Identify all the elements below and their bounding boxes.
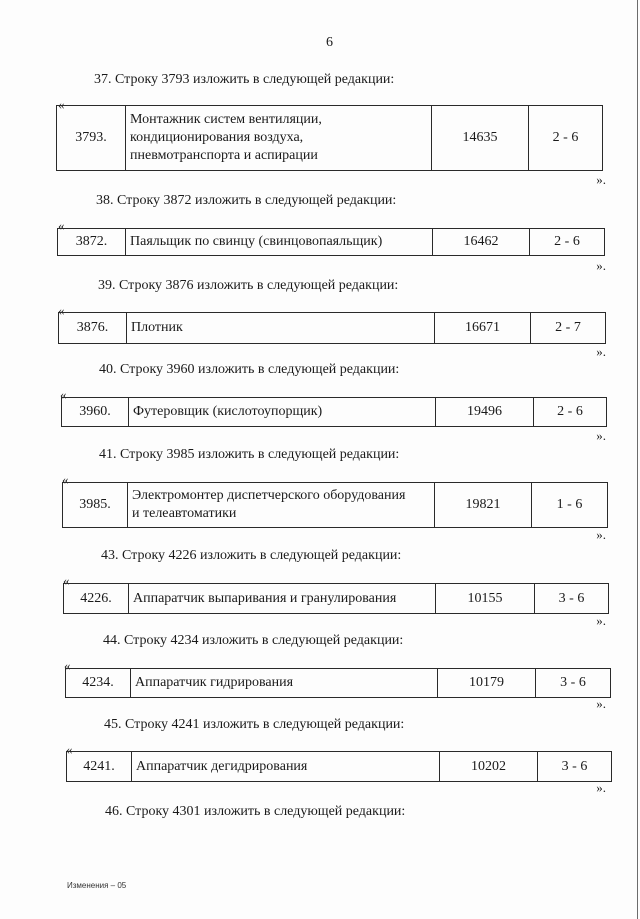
table-row [65,668,611,698]
row-code: 3960. [79,404,111,419]
amendment-heading: 39. Строку 3876 изложить в следующей редакции: [98,278,399,293]
table-row [57,228,605,256]
amendment-section [0,447,640,542]
row-range: 2 - 6 [533,398,606,426]
row-number: 16462 [432,229,529,255]
close-quote: ». [596,696,606,711]
row-range: 3 - 6 [537,752,611,781]
row-code: 4226. [80,590,112,606]
row-name [127,483,434,527]
open-quote: « [64,658,71,673]
row-code: 4241. [83,758,115,774]
row-range: 3 - 6 [535,669,610,697]
row-name: Плотник [126,313,434,343]
amendment-heading: 41. Строку 3985 изложить в следующей редакции: [99,447,400,462]
row-range: 2 - 6 [528,106,602,170]
row-name: Аппаратчик выпаривания и гранулирования [128,584,435,613]
row-range: 1 - 6 [531,483,607,527]
table-row [56,105,603,171]
row-range: 2 - 6 [529,229,604,255]
open-quote: « [58,303,65,318]
row-name-line: и телеавтоматики [132,506,237,521]
amendment-heading: 43. Строку 4226 изложить в следующей редакции: [101,548,402,563]
row-name: Аппаратчик гидрирования [130,669,437,697]
open-quote: « [58,218,65,233]
open-quote: « [60,387,67,402]
amendment-section [0,633,640,723]
close-quote: ». [596,527,606,542]
row-code: 4234. [82,675,114,690]
amendment-section [0,362,640,452]
amendment-section [0,193,640,283]
close-quote: ». [596,258,606,273]
amendment-heading: 38. Строку 3872 изложить в следующей редакции: [96,193,397,208]
row-name: Паяльщик по свинцу (свинцовопаяльщик) [125,229,432,255]
row-name: Футеровщик (кислотоупорщик) [128,398,435,426]
amendment-section [0,72,640,187]
table-row [61,397,607,427]
table-row [66,751,612,782]
row-code: 3793. [75,130,107,145]
amendment-heading: 45. Строку 4241 изложить в следующей редакции: [104,717,405,732]
row-number: 10202 [439,752,537,781]
close-quote: ». [596,428,606,443]
row-name: Аппаратчик дегидрирования [131,752,439,781]
close-quote: ». [596,613,606,628]
close-quote: ». [596,344,606,359]
amendment-section [0,804,640,828]
close-quote: ». [596,780,606,795]
row-number: 19821 [434,483,531,527]
row-number: 19496 [435,398,533,426]
amendment-heading: 44. Строку 4234 изложить в следующей редакции: [103,633,404,648]
footer-note: Изменения – 05 [67,881,127,890]
row-range: 2 - 7 [530,313,605,343]
row-name-line: кондиционирования воздуха, [130,130,304,145]
row-code: 3985. [79,497,111,512]
row-code: 3876. [76,320,109,335]
row-code: 3872. [75,234,108,249]
row-name-line: Монтажник систем вентиляции, [130,112,322,127]
amendment-heading: 37. Строку 3793 изложить в следующей редакции: [94,72,395,87]
open-quote: « [63,573,70,588]
close-quote: ». [596,172,606,187]
amendment-section [0,548,640,638]
row-range: 3 - 6 [534,584,608,613]
table-row [63,583,609,614]
row-number: 16671 [434,313,530,343]
row-number: 10155 [435,584,534,613]
open-quote: « [62,472,69,487]
table-row [62,482,608,528]
open-quote: « [66,742,73,757]
row-name-line: пневмотранспорта и аспирации [130,148,318,163]
row-name-line: Электромонтер диспетчерского оборудования [132,488,406,503]
table-row [58,312,606,344]
row-number: 10179 [437,669,535,697]
amendment-heading: 46. Строку 4301 изложить в следующей редакции: [105,804,406,819]
row-number: 14635 [431,106,528,170]
amendment-section [0,717,640,807]
amendment-section [0,278,640,368]
open-quote: « [58,97,65,112]
page-number: 6 [326,35,333,50]
amendment-heading: 40. Строку 3960 изложить в следующей редакции: [99,362,400,377]
row-name [125,106,431,170]
